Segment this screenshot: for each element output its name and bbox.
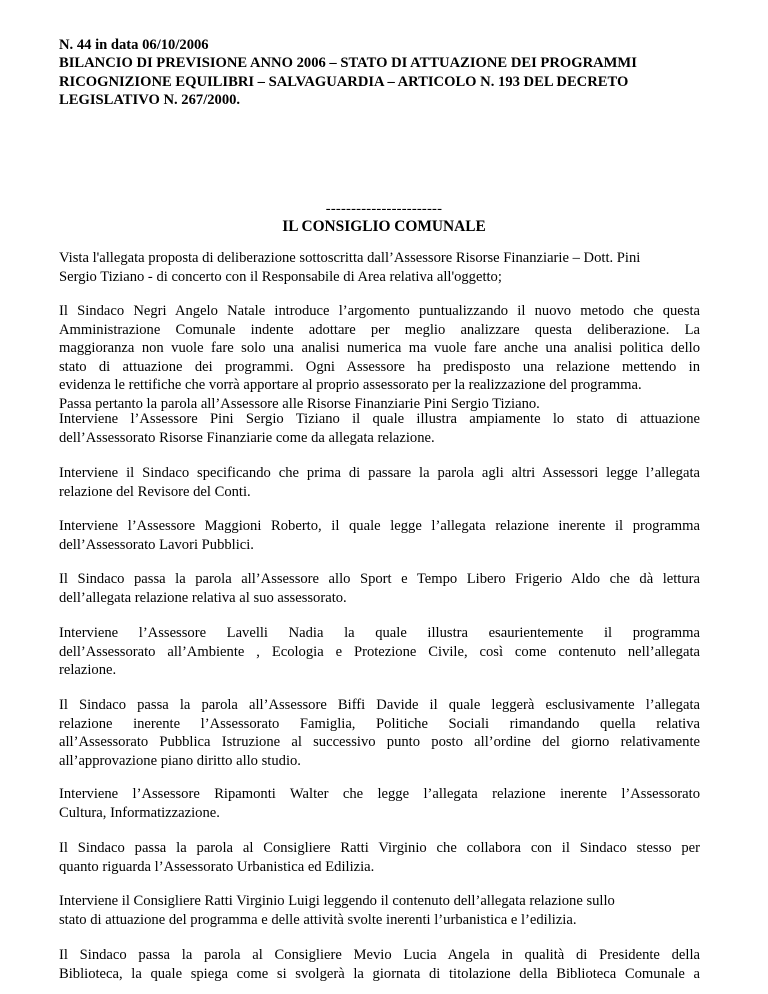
header-line-subject-3: LEGISLATIVO N. 267/2000.: [59, 92, 241, 109]
paragraph-sindaco-intro: [59, 302, 700, 413]
paragraph-pini: [59, 410, 700, 447]
paragraph-biffi: [59, 696, 700, 770]
text-line: relazione del Revisore del Conti.: [59, 483, 251, 500]
text-line: dell’allegata relazione relativa al suo assessorato.: [59, 589, 347, 606]
text-line: Il Sindaco passa la parola all’Assessore Biffi Davide il quale leggerà esclusivamente l’allegata: [59, 697, 700, 713]
text-line: Il Sindaco passa la parola al Consigliere Ratti Virginio che collabora con il Sindaco stesso per: [59, 840, 700, 856]
text-line: Interviene l’Assessore Ripamonti Walter che legge l’allegata relazione inerente l’Assessorato: [59, 786, 700, 802]
header-line-number-date: N. 44 in data 06/10/2006: [59, 37, 209, 53]
paragraph-revisore: [59, 464, 700, 501]
text-line: Vista l'allegata proposta di deliberazione sottoscritta dall’Assessore Risorse Finanziarie – Dott. Pini: [59, 250, 641, 266]
text-line: Passa pertanto la parola all’Assessore alle Risorse Finanziarie Pini Sergio Tiziano.: [59, 395, 540, 412]
text-line: quanto riguarda l’Assessorato Urbanistica ed Edilizia.: [59, 858, 375, 875]
paragraph-maggioni: [59, 517, 700, 554]
separator-line: -----------------------: [325, 201, 443, 217]
text-line: all’Assessorato Pubblica Istruzione al successivo punto posto all’ordine del giorno relativamente: [59, 734, 700, 750]
text-line: Interviene l’Assessore Lavelli Nadia la quale illustra esaurientemente il programma: [59, 625, 700, 641]
text-line: maggioranza non vuole fare solo una analisi numerica ma vuole fare anche una analisi politica dello: [59, 340, 700, 356]
header-line-subject-1: BILANCIO DI PREVISIONE ANNO 2006 – STATO DI ATTUAZIONE DEI PROGRAMMI: [59, 55, 637, 72]
text-line: Il Sindaco passa la parola al Consigliere Mevio Lucia Angela in qualità di Presidente della: [59, 947, 700, 963]
text-line: relazione.: [59, 662, 117, 678]
text-line: relazione inerente l’Assessorato Famiglia, Politiche Sociali rimandando quella relativa: [59, 715, 700, 732]
section-title: IL CONSIGLIO COMUNALE: [282, 218, 486, 235]
text-line: dell’Assessorato Risorse Finanziarie come da allegata relazione.: [59, 429, 435, 446]
text-line: Il Sindaco Negri Angelo Natale introduce l’argomento puntualizzando il nuovo metodo che questa: [59, 303, 700, 319]
text-line: Biblioteca, la quale spiega come si svolgerà la giornata di titolazione della Biblioteca Comunale a: [59, 965, 700, 982]
paragraph-ratti-1: [59, 839, 700, 876]
text-line: Interviene l’Assessore Maggioni Roberto, il quale legge l’allegata relazione inerente il programma: [59, 518, 700, 534]
text-line: Cultura, Informatizzazione.: [59, 804, 220, 821]
paragraph-mevio: [59, 946, 700, 983]
text-line: Interviene il Consigliere Ratti Virginio Luigi leggendo il contenuto dell’allegata relazione sullo: [59, 893, 615, 909]
paragraph-ripamonti: [59, 785, 700, 822]
header-line-subject-2: RICOGNIZIONE EQUILIBRI – SALVAGUARDIA – ARTICOLO N. 193 DEL DECRETO: [59, 73, 629, 90]
text-line: stato di attuazione del programma e delle attività svolte inerenti l’urbanistica e l’edilizia.: [59, 911, 577, 928]
text-line: evidenza le rettifiche che vorrà apportare al proprio assessorato per la realizzazione del programma.: [59, 377, 642, 393]
paragraph-ratti-2: [59, 892, 700, 929]
paragraph-proposta: [59, 249, 700, 286]
text-line: Sergio Tiziano - di concerto con il Responsabile di Area relativa all'oggetto;: [59, 268, 502, 285]
text-line: Il Sindaco passa la parola all’Assessore allo Sport e Tempo Libero Frigerio Aldo che dà lettura: [59, 571, 700, 587]
text-line: all’approvazione piano diritto allo studio.: [59, 752, 301, 769]
text-line: dell’Assessorato Lavori Pubblici.: [59, 536, 254, 553]
text-line: Interviene il Sindaco specificando che prima di passare la parola agli altri Assessori legge l’allegata: [59, 465, 700, 481]
paragraph-frigerio: [59, 570, 700, 607]
document-header: [59, 36, 699, 110]
text-line: stato di attuazione dei programmi. Ogni Assessore ha predisposto una relazione mettendo in: [59, 358, 700, 375]
text-line: Amministrazione Comunale indente adottare per meglio analizzare questa deliberazione. La: [59, 321, 700, 338]
text-line: dell’Assessorato all’Ambiente , Ecologia e Protezione Civile, così come contenuto nell’allegata: [59, 643, 700, 660]
paragraph-lavelli: [59, 624, 700, 680]
text-line: Interviene l’Assessore Pini Sergio Tiziano il quale illustra ampiamente lo stato di attuazione: [59, 411, 700, 427]
